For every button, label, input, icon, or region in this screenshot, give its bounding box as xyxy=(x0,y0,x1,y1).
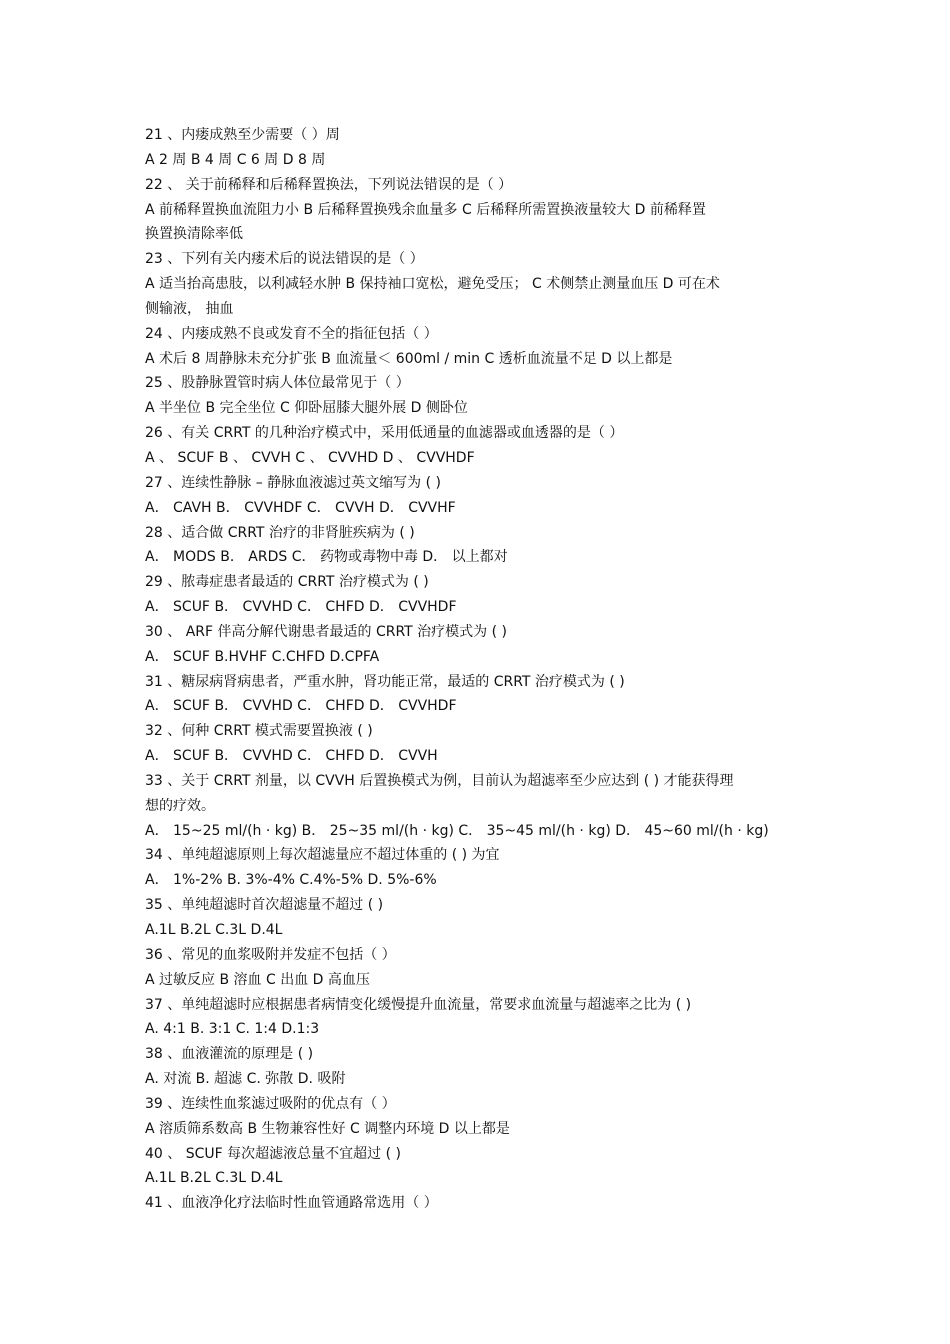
question-30-options: A． SCUF B.HVHF C.CHFD D.CPFA xyxy=(145,648,380,665)
question-38: 38 、血液灌流的原理是 ( ) xyxy=(145,1046,314,1063)
question-28-options: A． MODS B． ARDS C． 药物或毒物中毒 D． 以上都对 xyxy=(145,549,508,566)
question-33-options: A． 15~25 ml/(h · kg) B． 25~35 ml/(h · kg) C． 35~45 ml/(h · kg) D． 45~60 ml/(h · kg) xyxy=(145,822,769,839)
question-33: 33 、关于 CRRT 剂量，以 CVVH 后置换模式为例，目前认为超滤率至少应达到 ( ) 才能获得理 xyxy=(145,772,734,789)
question-21-options: A 2 周 B 4 周 C 6 周 D 8 周 xyxy=(145,151,326,168)
question-24-options: A 术后 8 周静脉未充分扩张 B 血流量＜ 600ml / min C 透析血流量不足 D 以上都是 xyxy=(145,350,673,367)
question-34: 34 、单纯超滤原则上每次超滤量应不超过体重的 ( ) 为宜 xyxy=(145,847,500,864)
question-27-options: A． CAVH B． CVVHDF C． CVVH D． CVVHF xyxy=(145,499,456,516)
question-21: 21 、内瘘成熟至少需要（ ）周 xyxy=(145,127,340,143)
question-22-options-cont: 换置换清除率低 xyxy=(145,226,243,243)
question-32-options: A． SCUF B． CVVHD C． CHFD D． CVVH xyxy=(145,748,438,765)
question-34-options: A． 1%-2% B. 3%-4% C.4%-5% D. 5%-6% xyxy=(145,872,437,889)
question-26: 26 、有关 CRRT 的几种治疗模式中，采用低通量的血滤器或血透器的是（ ） xyxy=(145,425,624,442)
question-26-options: A 、 SCUF B 、 CVVH C 、 CVVHD D 、 CVVHDF xyxy=(145,449,475,466)
question-30: 30 、 ARF 伴高分解代谢患者最适的 CRRT 治疗模式为 ( ) xyxy=(145,623,508,640)
question-37-options: A. 4:1 B. 3:1 C. 1:4 D.1:3 xyxy=(145,1021,320,1038)
question-35: 35 、单纯超滤时首次超滤量不超过 ( ) xyxy=(145,897,384,914)
question-list xyxy=(145,123,813,1216)
question-33-cont: 想的疗效。 xyxy=(145,797,215,814)
question-22: 22 、 关于前稀释和后稀释置换法，下列说法错误的是（ ） xyxy=(145,176,513,193)
question-40: 40 、 SCUF 每次超滤液总量不宜超过 ( ) xyxy=(145,1145,401,1162)
question-31: 31 、糖尿病肾病患者，严重水肿，肾功能正常，最适的 CRRT 治疗模式为 ( ) xyxy=(145,673,625,690)
question-28: 28 、适合做 CRRT 治疗的非肾脏疾病为 ( ) xyxy=(145,524,415,541)
question-23: 23 、下列有关内瘘术后的说法错误的是（ ） xyxy=(145,251,424,268)
question-39: 39 、连续性血浆滤过吸附的优点有（ ） xyxy=(145,1095,396,1112)
question-29-options: A． SCUF B． CVVHD C． CHFD D． CVVHDF xyxy=(145,599,457,616)
question-39-options: A 溶质筛系数高 B 生物兼容性好 C 调整内环境 D 以上都是 xyxy=(145,1120,510,1137)
question-27: 27 、连续性静脉 – 静脉血液滤过英文缩写为 ( ) xyxy=(145,474,441,491)
question-36-options: A 过敏反应 B 溶血 C 出血 D 高血压 xyxy=(145,971,370,988)
question-23-options-cont: 侧输液， 抽血 xyxy=(145,300,234,317)
question-25: 25 、股静脉置管时病人体位最常见于（ ） xyxy=(145,375,410,392)
question-25-options: A 半坐位 B 完全坐位 C 仰卧屈膝大腿外展 D 侧卧位 xyxy=(145,400,468,417)
question-31-options: A． SCUF B． CVVHD C． CHFD D． CVVHDF xyxy=(145,698,457,715)
question-24: 24 、内瘘成熟不良或发育不全的指征包括（ ） xyxy=(145,325,438,342)
question-40-options: A.1L B.2L C.3L D.4L xyxy=(145,1170,283,1187)
question-23-options: A 适当抬高患肢，以利减轻水肿 B 保持袖口宽松，避免受压； C 术侧禁止测量血压 D 可在术 xyxy=(145,276,720,293)
question-41: 41 、血液净化疗法临时性血管通路常选用（ ） xyxy=(145,1195,438,1212)
question-35-options: A.1L B.2L C.3L D.4L xyxy=(145,922,283,938)
question-29: 29 、脓毒症患者最适的 CRRT 治疗模式为 ( ) xyxy=(145,574,429,591)
question-36: 36 、常见的血浆吸附并发症不包括（ ） xyxy=(145,946,396,963)
question-37: 37 、单纯超滤时应根据患者病情变化缓慢提升血流量，常要求血流量与超滤率之比为 ( ) xyxy=(145,996,692,1013)
question-38-options: A. 对流 B. 超滤 C. 弥散 D. 吸附 xyxy=(145,1071,346,1088)
question-22-options: A 前稀释置换血流阻力小 B 后稀释置换残余血量多 C 后稀释所需置换液量较大 D 前稀释置 xyxy=(145,201,706,218)
question-32: 32 、何种 CRRT 模式需要置换液 ( ) xyxy=(145,723,373,740)
